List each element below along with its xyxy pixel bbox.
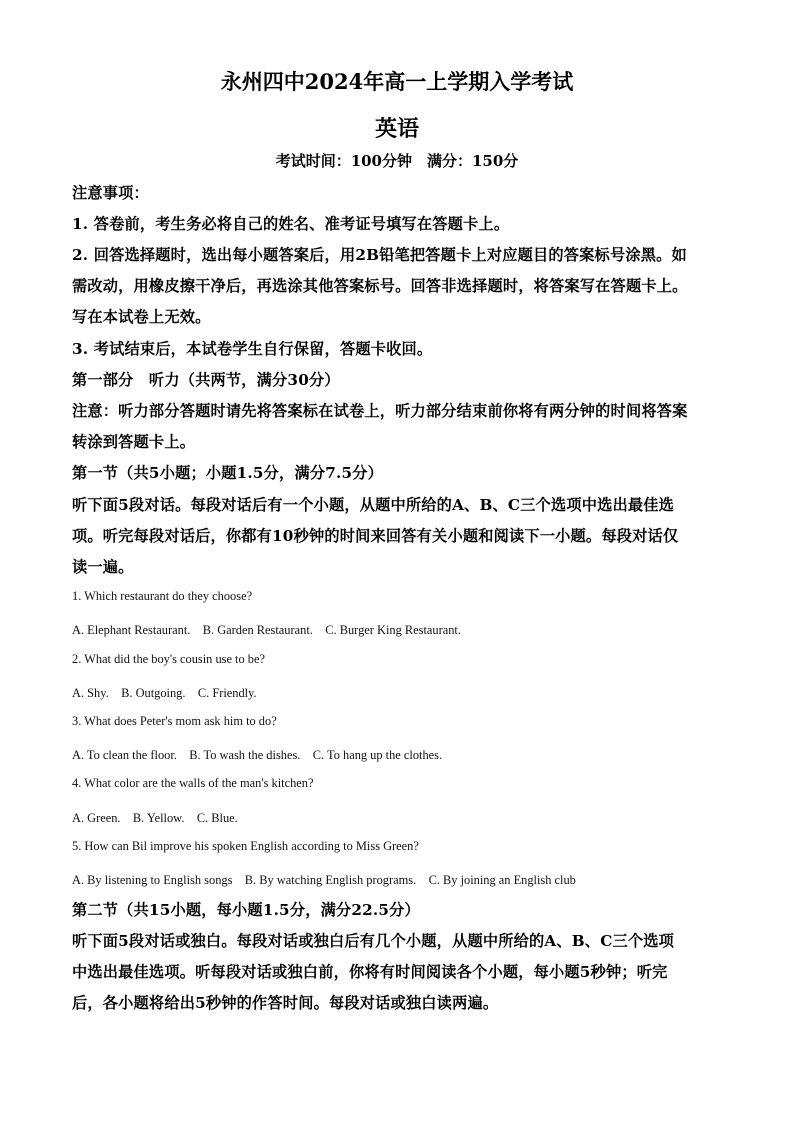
exam-title: 永州四中2024年高一上学期入学考试 — [220, 69, 574, 94]
notice-heading: 注意事项： — [72, 184, 149, 202]
notice-item-2-line-3: 写在本试卷上无效。 — [72, 308, 211, 326]
notice-item-3: 3. 考试结束后，本试卷学生自行保留，答题卡收回。 — [72, 340, 433, 358]
question-4: 4. What color are the walls of the man's kitchen? — [72, 776, 314, 790]
section1-instr-line-3: 读一遍。 — [72, 558, 134, 576]
question-1: 1. Which restaurant do they choose? — [72, 589, 253, 603]
question-2: 2. What did the boy's cousin use to be? — [72, 652, 265, 666]
section1-heading: 第一节（共5小题；小题1.5分，满分7.5分） — [72, 464, 384, 482]
question-4-options: A. Green. B. Yellow. C. Blue. — [72, 811, 238, 825]
section2-heading: 第二节（共15小题，每小题1.5分，满分22.5分） — [72, 901, 420, 919]
section2-instr-line-2: 中选出最佳选项。听每段对话或独白前，你将有时间阅读各个小题，每小题5秒钟；听完 — [72, 963, 668, 981]
part1-note-line-2: 转涂到答题卡上。 — [72, 433, 196, 451]
question-3-options: A. To clean the floor. B. To wash the dishes. C. To hang up the clothes. — [72, 748, 443, 762]
question-3: 3. What does Peter's mom ask him to do? — [72, 714, 277, 728]
section2-instr-line-1: 听下面5段对话或独白。每段对话或独白后有几个小题，从题中所给的A、B、C三个选项 — [72, 932, 675, 950]
section2-instr-line-3: 后，各小题将给出5秒钟的作答时间。每段对话或独白读两遍。 — [72, 994, 499, 1012]
part1-note-line-1: 注意：听力部分答题时请先将答案标在试卷上，听力部分结束前你将有两分钟的时间将答案 — [72, 402, 688, 420]
section1-instr-line-2: 项。听完每段对话后，你都有10秒钟的时间来回答有关小题和阅读下一小题。每段对话仅 — [72, 527, 679, 545]
subject-title: 英语 — [374, 116, 419, 142]
part1-heading: 第一部分 听力（共两节，满分30分） — [72, 371, 340, 389]
notice-item-1: 1. 答卷前，考生务必将自己的姓名、准考证号填写在答题卡上。 — [72, 215, 510, 233]
question-5: 5. How can Bil improve his spoken English according to Miss Green? — [72, 839, 419, 853]
notice-item-2-line-1: 2. 回答选择题时，选出每小题答案后，用2B铅笔把答题卡上对应题目的答案标号涂黑。如 — [72, 246, 687, 264]
question-2-options: A. Shy. B. Outgoing. C. Friendly. — [72, 686, 257, 700]
question-1-options: A. Elephant Restaurant. B. Garden Restaurant. C. Burger King Restaurant. — [72, 623, 461, 637]
notice-item-2-line-2: 需改动，用橡皮擦干净后，再选涂其他答案标号。回答非选择题时，将答案写在答题卡上。 — [72, 277, 688, 295]
section1-instr-line-1: 听下面5段对话。每段对话后有一个小题，从题中所给的A、B、C三个选项中选出最佳选 — [72, 496, 675, 514]
exam-info: 考试时间：100分钟 满分：150分 — [275, 152, 519, 170]
question-5-options: A. By listening to English songs B. By watching English programs. C. By joining an English club — [72, 873, 576, 887]
